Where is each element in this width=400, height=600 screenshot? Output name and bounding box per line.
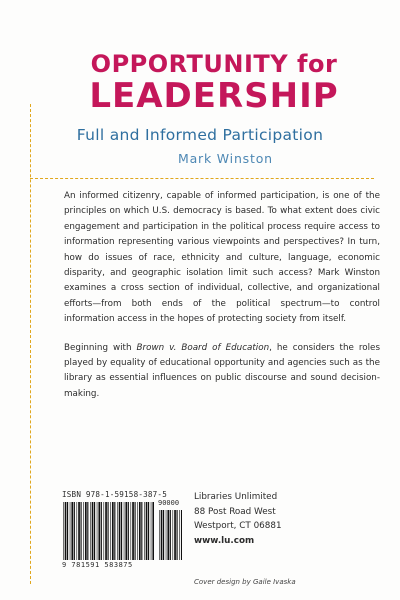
blurb: [64, 189, 380, 415]
barcode-bar: [181, 510, 182, 560]
barcode-bar: [98, 502, 100, 560]
barcode-bar: [131, 502, 132, 560]
price-code: 90000: [158, 499, 180, 507]
publisher-name: Libraries Unlimited: [194, 492, 278, 502]
barcode-bar: [70, 502, 71, 560]
barcode-bar: [85, 502, 87, 560]
barcode-bar: [125, 502, 127, 560]
barcode-bar: [152, 502, 154, 560]
title-word-for: for: [297, 50, 338, 78]
barcode-bar: [163, 510, 164, 560]
barcode-bar: [141, 502, 142, 560]
blurb-paragraph-2-prefix: Beginning with: [64, 342, 137, 353]
barcode-bar: [139, 502, 141, 560]
barcode-bar: [121, 502, 122, 560]
author-name: Mark Winston: [178, 151, 273, 166]
isbn-label: ISBN 978-1-59158-387-5: [62, 490, 167, 499]
book-title: [64, 50, 364, 114]
barcode-block: [62, 490, 182, 570]
barcode-bar: [148, 502, 149, 560]
barcode-bar: [112, 502, 114, 560]
barcode-bar: [159, 510, 160, 560]
title-word-opportunity: OPPORTUNITY: [90, 50, 289, 78]
barcode-bar: [94, 502, 95, 560]
barcode-bar: [137, 502, 138, 560]
barcode-bar: [74, 502, 75, 560]
blurb-paragraph-2-suffix: , he considers the roles played by equality of educational opportunity and agencies such as the library as essential influences on public discourse and sound decision-making.: [64, 342, 380, 399]
barcode-bar: [124, 502, 125, 560]
book-subtitle: Full and Informed Participation: [76, 126, 324, 144]
barcode-bar: [101, 502, 102, 560]
supplement-barcode-icon: [158, 510, 182, 560]
vertical-dashed-rule: [30, 104, 31, 584]
barcode-bar: [65, 502, 67, 560]
barcode-bar: [83, 502, 84, 560]
barcode-bar: [104, 502, 105, 560]
barcode-bar: [173, 510, 174, 560]
blurb-paragraph-1: An informed citizenry, capable of informed participation, is one of the principles on which U.S. democracy is based. To what extent does civic engagement and participation in the political process require access to information representing various viewpoints and perspectives? In turn, how do issues of race, ethnicity and culture, language, economic disparity, and geographic isolation limit such access? Mark Winston examines a cross section of individual, collective, and organizational efforts—from both ends of the political spectrum—to control information access in the hopes of protecting society from itself.: [64, 191, 380, 325]
barcode-bar: [174, 510, 176, 560]
horizontal-dashed-rule: [30, 178, 374, 179]
publisher-street: 88 Post Road West: [194, 506, 276, 517]
barcode-bar: [179, 510, 180, 560]
barcode-bar: [119, 502, 121, 560]
barcode-bar: [144, 502, 145, 560]
barcode-bar: [90, 502, 91, 560]
barcode-bar: [78, 502, 80, 560]
title-line-1: [64, 50, 364, 78]
publisher-info: [194, 490, 282, 548]
case-name: Brown v. Board of Education: [136, 342, 270, 353]
barcode-icon: [62, 502, 154, 560]
barcode-bar: [97, 502, 98, 560]
barcode-bar: [132, 502, 134, 560]
barcode-bar: [110, 502, 111, 560]
barcode-bar: [81, 502, 82, 560]
barcode-bar: [170, 510, 171, 560]
barcode-bar: [117, 502, 118, 560]
barcode-bar: [135, 502, 136, 560]
title-word-leadership: LEADERSHIP: [89, 76, 339, 116]
blurb-paragraph-2: [64, 341, 380, 403]
barcode-digits: 9 781591 583875: [62, 561, 133, 569]
barcode-bar: [114, 502, 115, 560]
publisher-url: www.lu.com: [194, 535, 255, 546]
barcode-bar: [105, 502, 107, 560]
cover-design-credit: Cover design by Gaile Ivaska: [194, 578, 296, 586]
barcode-bar: [63, 502, 64, 560]
barcode-bar: [92, 502, 94, 560]
barcode-bar: [166, 510, 167, 560]
barcode-bar: [108, 502, 109, 560]
barcode-bar: [67, 502, 68, 560]
barcode-bar: [87, 502, 88, 560]
barcode-bar: [128, 502, 129, 560]
publisher-city: Westport, CT 06881: [194, 521, 282, 531]
barcode-bar: [77, 502, 78, 560]
barcode-bar: [71, 502, 73, 560]
barcode-bar: [161, 510, 163, 560]
barcode-bar: [177, 510, 178, 560]
barcode-bar: [167, 510, 169, 560]
barcode-bar: [151, 502, 152, 560]
barcode-bar: [146, 502, 148, 560]
